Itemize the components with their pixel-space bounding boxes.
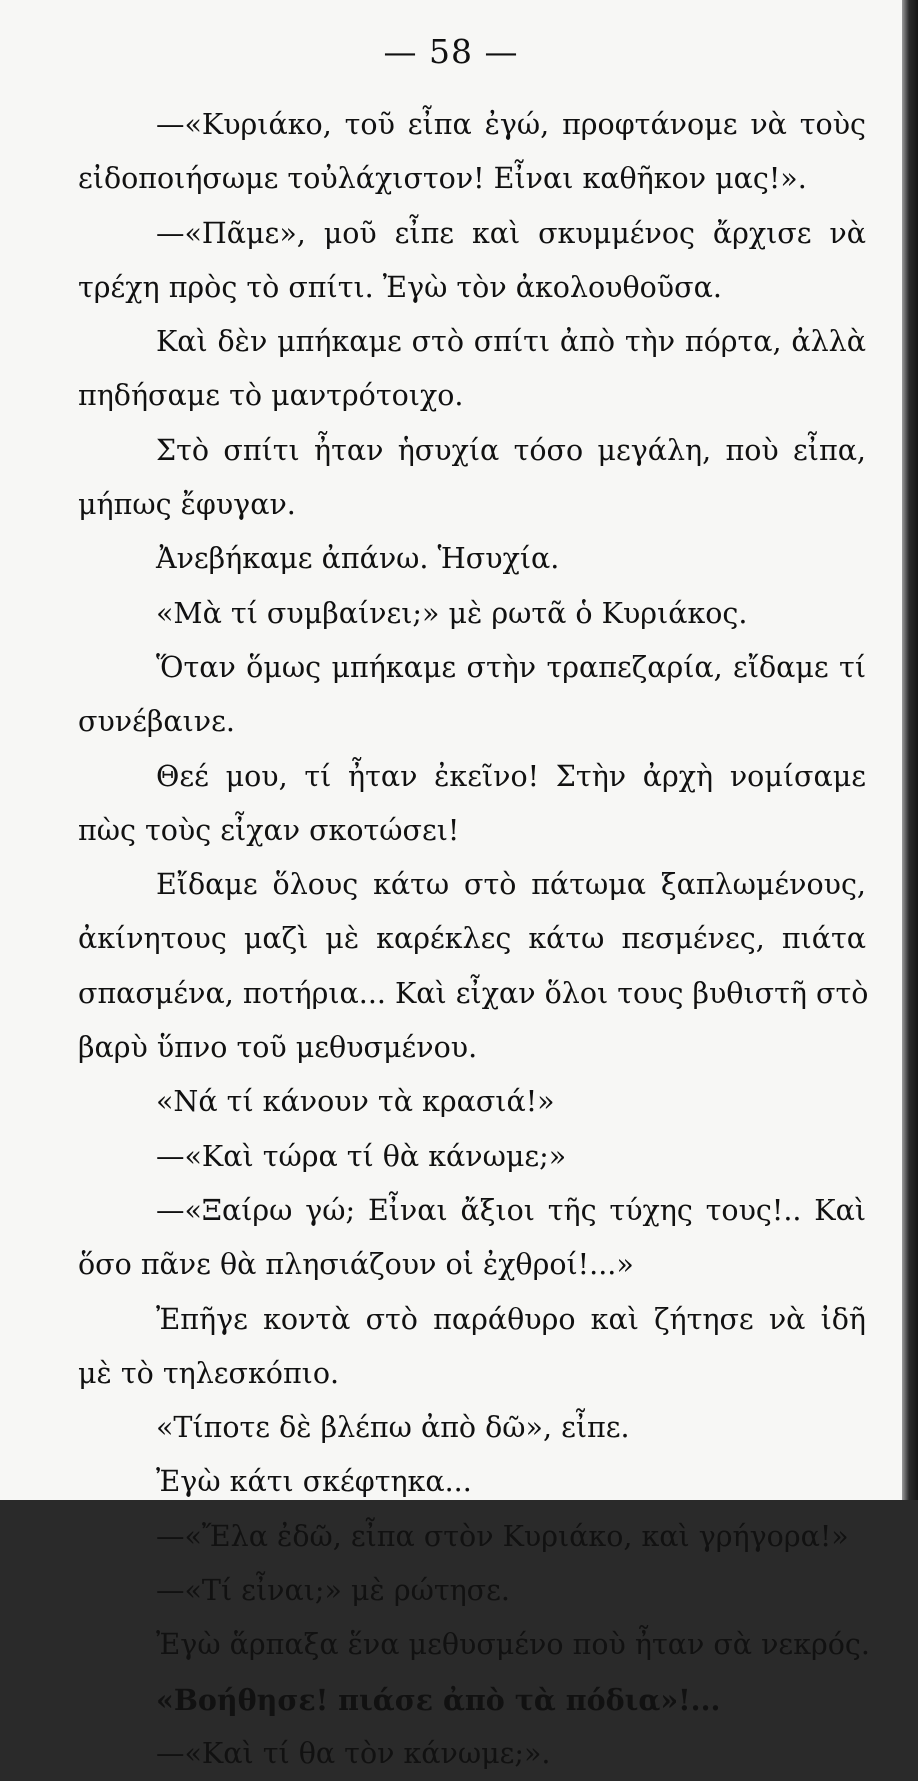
text-line: «Νά τί κάνουν τὰ κρασιά!» [156, 1085, 555, 1119]
text-line: «Τίποτε δὲ βλέπω ἀπὸ δῶ», εἶπε. [156, 1411, 630, 1445]
text-line: «Μὰ τί συμβαίνει;» μὲ ρωτᾶ ὁ Κυριάκος. [156, 596, 748, 630]
text-line: πηδήσαμε τὸ μαντρότοιχο. [78, 379, 464, 413]
text-line: —«Κυριάκο, τοῦ εἶπα ἐγώ, προφτάνομε νὰ τοὺς [156, 108, 866, 141]
text-line: Ἐγὼ κάτι σκέφτηκα... [156, 1465, 472, 1499]
text-line: «Βοήθησε! πιάσε ἀπὸ τὰ πόδια»!... [156, 1682, 721, 1717]
text-line: τρέχη πρὸς τὸ σπίτι. Ἐγὼ τὸν ἀκολουθοῦσα. [78, 270, 722, 304]
text-line: Ἐγὼ ἅρπαξα ἕνα μεθυσμένο ποὺ ἦταν σὰ νεκρός. [156, 1628, 870, 1662]
text-line: Ἀνεβήκαμε ἀπάνω. Ἡσυχία. [156, 542, 560, 576]
page-text-body [78, 98, 870, 1781]
text-line: —«Πᾶμε», μοῦ εἶπε καὶ σκυμμένος ἄρχισε νὰ [156, 216, 866, 250]
text-line: συνέβαινε. [78, 705, 235, 739]
text-line: πὼς τοὺς εἶχαν σκοτώσει! [78, 813, 460, 847]
text-line: σπασμένα, ποτήρια... Καὶ εἶχαν ὅλοι τους βυθιστῆ στὸ [78, 976, 869, 1010]
text-line: βαρὺ ὕπνο τοῦ μεθυσμένου. [78, 1031, 478, 1065]
text-line: Θεέ μου, τί ἦταν ἐκεῖνο! Στὴν ἀρχὴ νομίσαμε [156, 759, 866, 793]
text-line: Ἐπῆγε κοντὰ στὸ παράθυρο καὶ ζήτησε νὰ ἰδῆ [156, 1302, 866, 1336]
text-line: Στὸ σπίτι ἦταν ἡσυχία τόσο μεγάλη, ποὺ εἶπα, [156, 433, 866, 467]
text-line: ἀκίνητους μαζὶ μὲ καρέκλες κάτω πεσμένες, πιάτα [78, 922, 866, 956]
text-line: ὅσο πᾶνε θὰ πλησιάζουν οἱ ἐχθροί!...» [78, 1248, 634, 1282]
text-line: —«Καὶ τί θα τὸν κάνωμε;». [156, 1736, 551, 1770]
text-line: μὲ τὸ τηλεσκόπιο. [78, 1356, 340, 1390]
text-line: μήπως ἔφυγαν. [78, 488, 296, 522]
text-line: Καὶ δὲν μπήκαμε στὸ σπίτι ἀπὸ τὴν πόρτα, ἀλλὰ [156, 325, 866, 359]
text-line: Ὅταν ὅμως μπήκαμε στὴν τραπεζαρία, εἴδαμε τί [156, 650, 866, 684]
text-line: εἰδοποιήσωμε τοὐλάχιστον! Εἶναι καθῆκον μας!». [78, 162, 807, 196]
page-number: — 58 — [383, 32, 519, 71]
text-line: —«Καὶ τώρα τί θὰ κάνωμε;» [156, 1139, 567, 1173]
text-line: —«Τί εἶναι;» μὲ ρώτησε. [156, 1574, 510, 1608]
page-edge-shadow [902, 0, 918, 1500]
text-line: —«Ἔλα ἐδῶ, εἶπα στὸν Κυριάκο, καὶ γρήγορα!» [156, 1519, 849, 1553]
text-line: Εἴδαμε ὅλους κάτω στὸ πάτωμα ξαπλωμένους, [156, 868, 866, 902]
text-line: —«Ξαίρω γώ; Εἶναι ἄξιοι τῆς τύχης τους!.. Καὶ [156, 1193, 866, 1227]
